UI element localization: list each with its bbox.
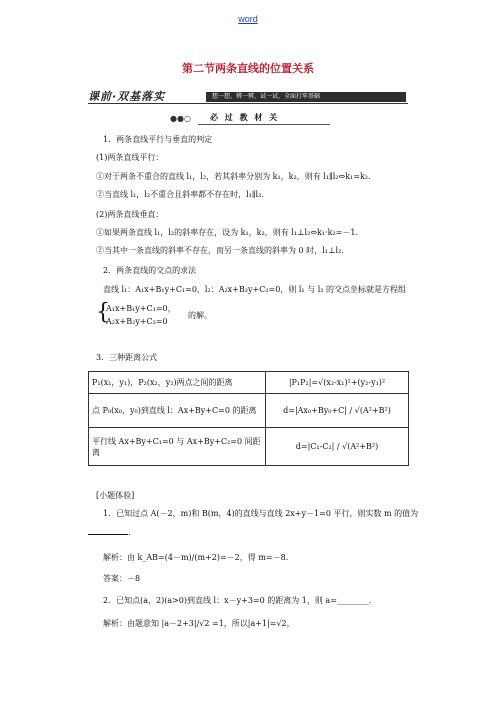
system-eq-1: A₁x+B₁y+C₁=0， (106, 304, 176, 313)
answer-blank (88, 526, 128, 535)
text-line: ①如果两条直线 l₁，l₂的斜率存在，设为 k₁，k₂，则有 l₁⊥l₂⇔k₁·k₂=－1. (96, 228, 359, 237)
banner-left-label: 课前·双基落实 (88, 90, 166, 103)
text-line: 1．两条直线平行与垂直的判定 (103, 135, 213, 144)
text-line: 2．两条直线的交点的求法 (103, 266, 197, 275)
text-line: 3．三种距离公式 (96, 353, 158, 362)
text-line: ①对于两条不重合的直线 l₁，l₂，若其斜率分别为 k₁，k₂，则有 l₁∥l₂⇔k₁=k₂. (96, 172, 371, 181)
table-row (89, 394, 409, 428)
question-1: 1．已知过点 A(－2，m)和 B(m，4)的直线与直线 2x+y－1=0 平行，则实数 m 的值为 (103, 509, 419, 518)
solution-2: 解析：由题意知 |a－2+3|/√2 =1，所以|a+1|=√2， (103, 619, 295, 628)
practice-heading: [小题体验] (96, 491, 135, 500)
table-cell: 点 P₀(x₀，y₀)到直线 l：Ax+By+C=0 的距离 (89, 394, 266, 428)
banner-right-label: 想一想、辨一辨、试一试、全面打牢基础 (206, 92, 406, 102)
system-tail: 的解。 (188, 311, 212, 320)
distance-table (88, 371, 409, 466)
text-line: ②当直线 l₁，l₂不重合且斜率都不存在时，l₁∥l₂. (96, 190, 264, 199)
answer-1: 答案：－8 (103, 574, 141, 583)
page-title: 第二节两条直线的位置关系 (182, 62, 314, 75)
dots-icon: ●●○ (170, 114, 191, 123)
table-cell: P₁(x₁，y₁)，P₂(x₂，y₂)两点之间的距离 (89, 372, 266, 394)
question-1-blank (88, 526, 131, 538)
table-cell: d=|Ax₀+By₀+C| / √(A²+B²) (266, 394, 409, 428)
table-row (89, 428, 409, 466)
table-cell: |P₁P₂|=√(x₂-x₁)²+(y₂-y₁)² (266, 372, 409, 394)
text-line: ②当其中一条直线的斜率不存在，而另一条直线的斜率为 0 时，l₁⊥l₂. (96, 246, 344, 255)
section-banner (88, 90, 408, 104)
header-link[interactable]: word (238, 14, 258, 24)
section-label-rule (198, 124, 330, 125)
section-label (170, 112, 330, 124)
banner-rule (88, 103, 408, 104)
table-row (89, 372, 409, 394)
equation-brace: { (96, 300, 110, 325)
system-eq-2: A₂x+B₂y+C₂=0 (106, 317, 168, 326)
text-line: 直线 l₁：A₁x+B₁y+C₁=0，l₂：A₂x+B₂y+C₂=0，则 l₁ 与 l₂ 的交点坐标就是方程组 (103, 285, 407, 294)
question-1-end: . (128, 528, 131, 537)
text-line: (2)两条直线垂直： (96, 210, 164, 219)
table-cell: d=|C₁-C₂| / √(A²+B²) (266, 428, 409, 466)
table-cell: 平行线 Ax+By+C₁=0 与 Ax+By+C₂=0 间距离 (89, 428, 266, 466)
text-line: (1)两条直线平行： (96, 153, 164, 162)
question-2: 2．已知点(a，2)(a>0)到直线 l：x－y+3=0 的距离为 1，则 a=________. (103, 596, 372, 605)
section-label-text: 必 过 教 材 关 (210, 113, 280, 122)
solution-1: 解析：由 k_AB=(4－m)/(m+2)=－2，得 m=－8. (103, 553, 289, 562)
